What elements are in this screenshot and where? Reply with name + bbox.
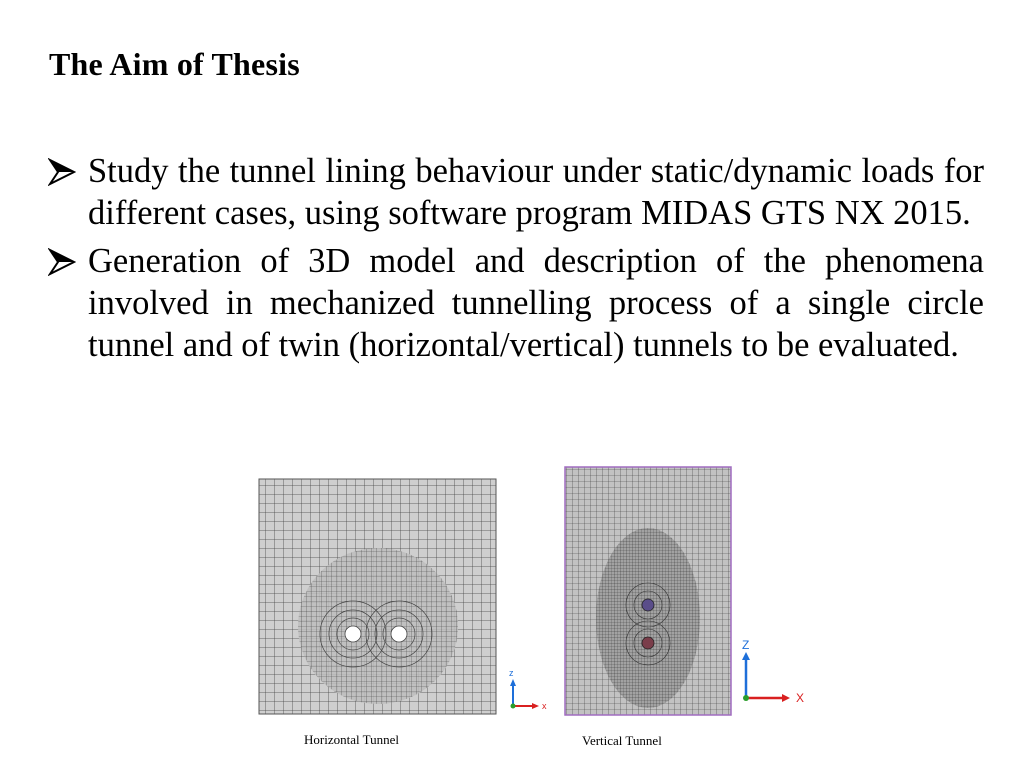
svg-text:z: z bbox=[509, 668, 514, 678]
vertical-tunnel-figure bbox=[560, 463, 820, 753]
bullet-item bbox=[48, 240, 984, 366]
horizontal-tunnel-mesh bbox=[256, 476, 556, 726]
svg-text:x: x bbox=[542, 701, 547, 711]
slide-title: The Aim of Thesis bbox=[49, 46, 300, 82]
bullet-list bbox=[48, 150, 984, 372]
svg-text:X: X bbox=[796, 691, 805, 705]
axis-triad-icon bbox=[742, 638, 804, 705]
tunnel-lower bbox=[642, 637, 654, 649]
vertical-tunnel-mesh bbox=[560, 463, 820, 723]
arrow-bullet-icon bbox=[48, 158, 76, 186]
axis-triad-icon bbox=[509, 668, 547, 711]
bullet-item bbox=[48, 150, 984, 234]
tunnel-upper bbox=[642, 599, 654, 611]
horizontal-tunnel-figure bbox=[256, 476, 556, 746]
bullet-text: Generation of 3D model and description of the phenomena involved in mechanized tunnelling process of a single circle tunnel and of twin (horizontal/vertical) tunnels to be evaluated. bbox=[88, 242, 984, 364]
tunnel-right bbox=[391, 626, 407, 642]
arrow-bullet-icon bbox=[48, 248, 76, 276]
bullet-text: Study the tunnel lining behaviour under static/dynamic loads for different cases, using software program MIDAS GTS NX 2015. bbox=[88, 152, 984, 232]
tunnel-left bbox=[345, 626, 361, 642]
figure-caption: Vertical Tunnel bbox=[582, 733, 662, 748]
figure-caption: Horizontal Tunnel bbox=[304, 732, 399, 747]
svg-text:Z: Z bbox=[742, 638, 750, 652]
